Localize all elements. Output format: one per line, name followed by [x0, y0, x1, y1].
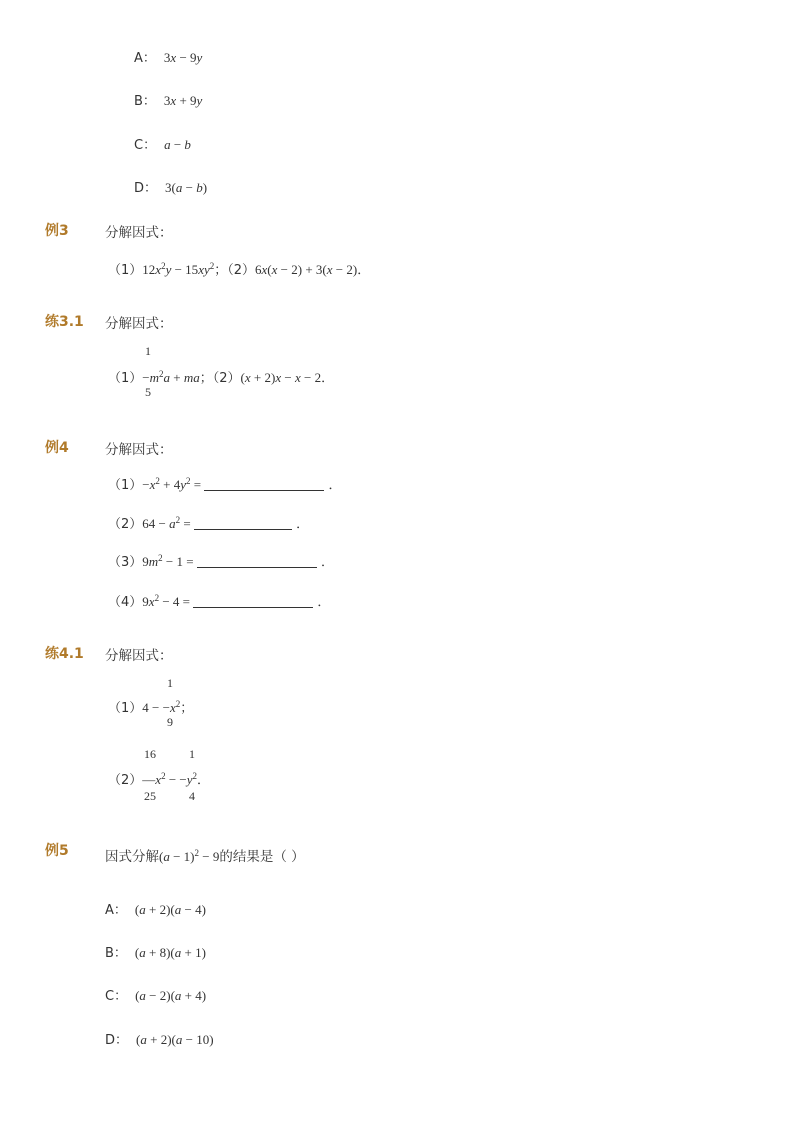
fraction-numerator: 1 — [189, 747, 195, 761]
option-label: A： — [134, 51, 156, 66]
practice-4-1-item-2 — [108, 769, 210, 788]
example-5-tag: 例5 — [45, 843, 69, 859]
option-expr: (a + 2)(a − 4) — [134, 902, 206, 917]
end-punct: ． — [317, 595, 331, 610]
item-number: （2） — [108, 517, 143, 532]
option-b[interactable] — [134, 90, 202, 109]
question-prefix: 因式分解 — [105, 849, 159, 865]
example-4-item-1 — [108, 474, 342, 493]
expression: $9x^2 - 4$ = — [142, 593, 194, 609]
expression: $-x^2 + 4y^2$ = — [142, 476, 205, 492]
question-suffix: 的结果是（ ） — [219, 849, 305, 865]
option-expr: a − b — [164, 137, 191, 152]
example-3-problem — [108, 259, 370, 278]
option-b[interactable] — [105, 942, 206, 961]
example-3-tag: 例3 — [45, 223, 69, 239]
option-a[interactable] — [105, 899, 206, 918]
item-number: （3） — [108, 555, 143, 570]
answer-blank[interactable] — [194, 517, 292, 530]
option-c[interactable] — [105, 985, 206, 1004]
separator: ；（2） — [199, 371, 241, 386]
option-label: D： — [134, 181, 158, 196]
fraction-denominator: 5 — [145, 385, 151, 399]
example-5-question — [105, 845, 305, 865]
expression: $—x^2 - -y^2$ — [142, 771, 198, 787]
practice-3-1-heading: 分解因式： — [105, 316, 173, 332]
answer-blank[interactable] — [197, 555, 317, 568]
item-number: （1） — [108, 263, 143, 278]
fraction-denominator: 25 — [144, 789, 156, 803]
expression: 6x(x − 2) + 3(x − 2) — [255, 262, 358, 277]
end-punct: ． — [328, 478, 342, 493]
option-expr: 3x + 9y — [163, 93, 203, 108]
end-punct: ． — [321, 371, 335, 386]
option-expr: 3(a − b) — [165, 180, 208, 195]
option-label: D： — [105, 1033, 129, 1048]
expression: $-m^2a$ + ma — [142, 369, 200, 385]
practice-4-1-tag: 练4.1 — [45, 646, 84, 662]
end-punct: ． — [296, 517, 310, 532]
item-number: （1） — [108, 371, 143, 386]
option-label: B： — [105, 946, 127, 961]
option-label: C： — [134, 138, 157, 153]
option-d[interactable] — [105, 1029, 214, 1048]
item-number: （1） — [108, 701, 143, 716]
item-number: （2） — [108, 773, 143, 788]
option-label: B： — [134, 94, 156, 109]
fraction-numerator: 1 — [167, 676, 173, 690]
expression: $12x^2y - 15xy^2$ — [142, 261, 215, 277]
end-punct: ． — [197, 773, 211, 788]
practice-4-1-item-1 — [108, 697, 193, 716]
answer-blank[interactable] — [193, 595, 313, 608]
end-punct: ； — [180, 701, 194, 716]
practice-3-1-problem — [108, 367, 334, 386]
expression: $9m^2 - 1$ = — [142, 553, 197, 569]
option-label: C： — [105, 989, 128, 1004]
answer-blank[interactable] — [204, 478, 324, 491]
example-4-item-2 — [108, 513, 309, 532]
example-4-tag: 例4 — [45, 440, 69, 456]
expression: (x + 2)x − x − 2 — [240, 370, 322, 385]
separator: ；（2） — [214, 263, 256, 278]
option-d[interactable] — [134, 177, 207, 196]
example-4-heading: 分解因式： — [105, 442, 173, 458]
option-c[interactable] — [134, 134, 191, 153]
option-expr: (a + 2)(a − 10) — [136, 1032, 214, 1047]
expression: $64 - a^2$ = — [142, 515, 194, 531]
item-number: （4） — [108, 595, 143, 610]
expression: $(a - 1)^2 - 9$ — [159, 848, 220, 864]
option-a[interactable] — [134, 47, 202, 66]
option-expr: (a + 8)(a + 1) — [134, 945, 206, 960]
item-number: （1） — [108, 478, 143, 493]
option-label: A： — [105, 903, 127, 918]
option-expr: 3x − 9y — [163, 50, 203, 65]
option-expr: (a − 2)(a + 4) — [135, 988, 207, 1003]
example-4-item-4 — [108, 591, 330, 610]
practice-3-1-tag: 练3.1 — [45, 314, 84, 330]
end-punct: ． — [320, 555, 334, 570]
fraction-numerator: 1 — [145, 344, 151, 358]
fraction-denominator: 4 — [189, 789, 195, 803]
example-3-heading: 分解因式： — [105, 225, 173, 241]
example-4-item-3 — [108, 551, 334, 570]
practice-4-1-heading: 分解因式： — [105, 648, 173, 664]
fraction-numerator: 16 — [144, 747, 156, 761]
end-punct: ． — [357, 263, 371, 278]
fraction-denominator: 9 — [167, 715, 173, 729]
expression: $4 - -x^2$ — [142, 699, 181, 715]
